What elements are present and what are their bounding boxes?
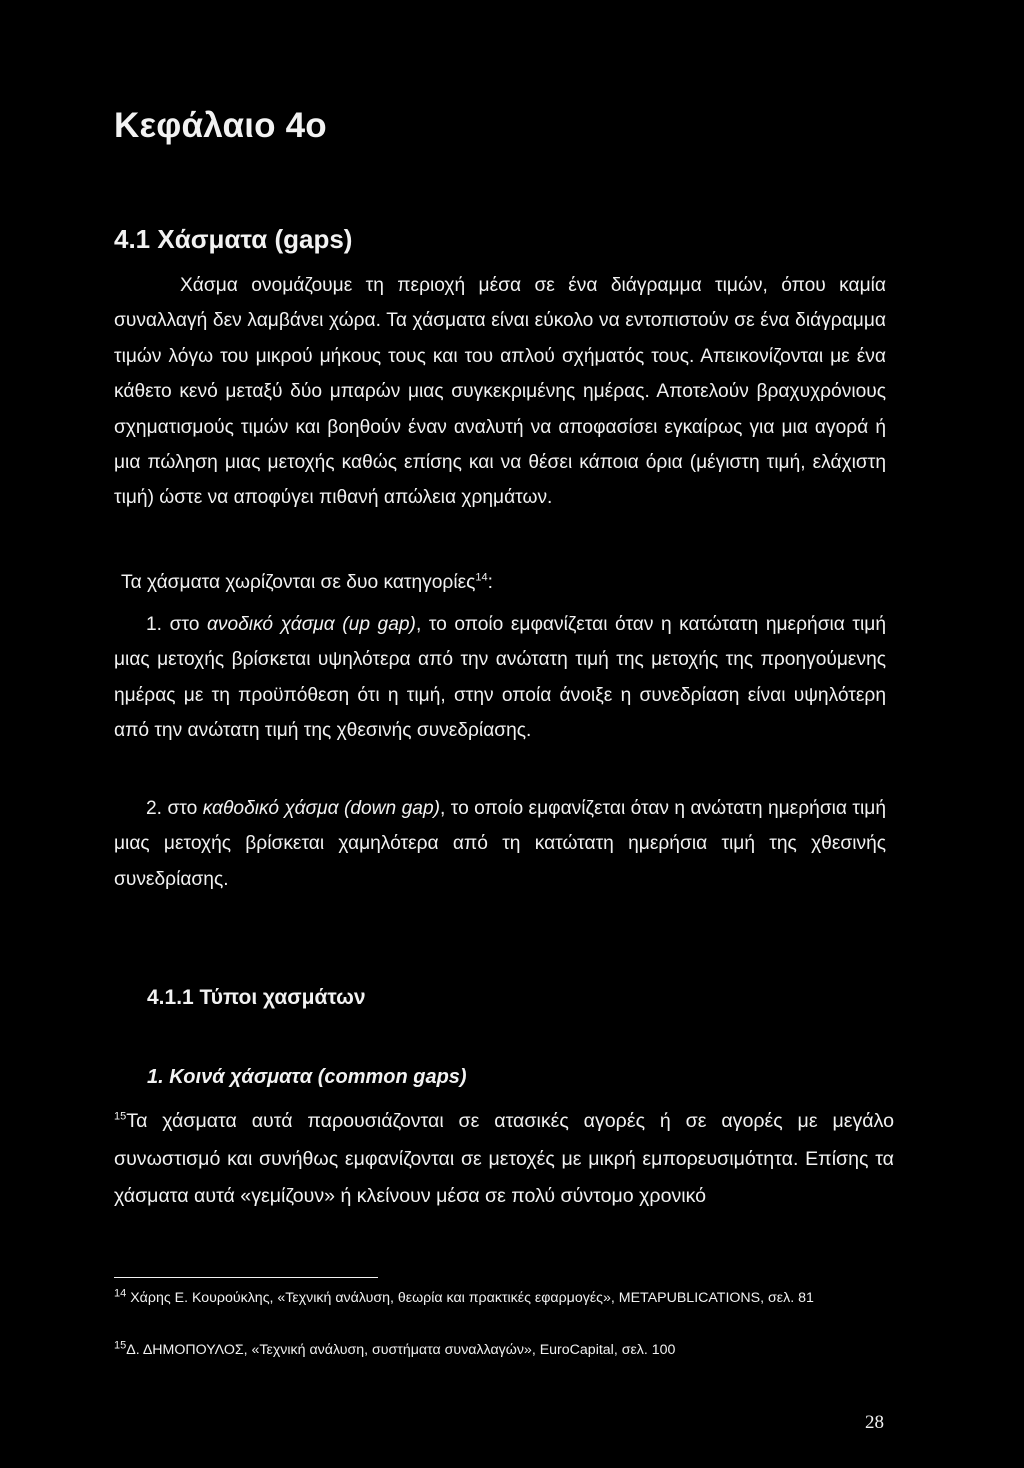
item-text: , το οποίο εμφανίζεται όταν η κατώτατη ημερήσια τιμή μιας μετοχής βρίσκεται υψηλότερα από την ανώτατη τιμή της μετοχής της προηγούμενης ημέρας με τη προϋπόθεση ότι η τιμή, στην οποία άνοιξε η συνεδρίαση είναι υψηλότερη από την ανώτατη τιμή της χθεσινής συνεδρίασης. <box>114 614 886 742</box>
footnote-text: Χάρης Ε. Κουρούκλης, «Τεχνική ανάλυση, θεωρία και πρακτικές εφαρμογές», METAPUBLICATIONS, σελ. 81 <box>130 1290 814 1306</box>
categories-text: Τα χάσματα χωρίζονται σε δυο κατηγορίες <box>121 572 476 593</box>
footnote-divider <box>114 1277 378 1278</box>
categories-colon: : <box>487 572 493 593</box>
list-item-down-gap <box>114 791 886 897</box>
chapter-title: Κεφάλαιο 4ο <box>114 106 327 145</box>
page-number: 28 <box>865 1412 884 1433</box>
footnote-15 <box>114 1339 894 1361</box>
item-number: 1. <box>146 614 163 635</box>
term-up-gap: ανοδικό χάσμα (up gap) <box>206 614 416 635</box>
item-lead: στο <box>167 798 198 819</box>
subsection-title: 4.1.1 Τύποι χασμάτων <box>147 986 366 1009</box>
term-down-gap: καθοδικό χάσμα (down gap) <box>202 798 441 819</box>
item-number: 2. <box>146 798 163 819</box>
paragraph-definition: Χάσμα ονομάζουμε τη περιοχή μέσα σε ένα διάγραμμα τιμών, όπου καμία συναλλαγή δεν λαμβάνει χώρα. Τα χάσματα είναι εύκολο να εντοπιστούν σε ένα διάγραμμα τιμών λόγω του μικρού μήκους τους και του απλού σχήματός τους. Απεικονίζονται με ένα κάθετο κενό μεταξύ δύο μπαρών μιας συγκεκριμένης ημέρας. Αποτελούν βραχυχρόνιους σχηματισμούς τιμών και βοηθούν έναν αναλυτή να αποφασίσει εγκαίρως για μια αγορά ή μια πώληση μιας μετοχής καθώς επίσης και να θέσει κάποια όρια (μέγιστη τιμή, ελάχιστη τιμή) ώστε να αποφύγει πιθανή απώλεια χρημάτων. <box>114 275 886 509</box>
footnote-marker: 14 <box>114 1287 127 1300</box>
item-text: , το οποίο εμφανίζεται όταν η ανώτατη ημερήσια τιμή μιας μετοχής βρίσκεται χαμηλότερα από τη κατώτατη ημερήσια τιμή της χθεσινής συνεδρίασης. <box>114 798 886 890</box>
paragraph-categories <box>121 565 886 600</box>
common-gaps-text: Τα χάσματα αυτά παρουσιάζονται σε ατασικές αγορές ή σε αγορές με μεγάλο συνωστισμό και συνήθως εμφανίζονται σε μετοχές με μικρή εμπορευσιμότητα. Επίσης τα χάσματα αυτά «γεμίζουν» ή κλείνουν μέσα σε πολύ σύντομο χρονικό <box>114 1110 894 1207</box>
section-title: 4.1 Χάσματα (gaps) <box>114 224 353 254</box>
common-gaps-title: 1. Κοινά χάσματα (common gaps) <box>147 1066 467 1088</box>
footnote-marker: 15 <box>114 1339 127 1352</box>
paragraph-common-gaps <box>114 1103 894 1216</box>
list-item-up-gap <box>114 607 886 749</box>
footnote-ref-14[interactable]: 14 <box>475 571 488 584</box>
footnote-text: Δ. ΔΗΜΟΠΟΥΛΟΣ, «Τεχνική ανάλυση, συστήματα συναλλαγών», EuroCapital, σελ. 100 <box>126 1342 676 1358</box>
footnote-14 <box>114 1287 894 1309</box>
footnote-ref-15[interactable]: 15 <box>114 1110 127 1123</box>
item-lead: στο <box>169 614 200 635</box>
